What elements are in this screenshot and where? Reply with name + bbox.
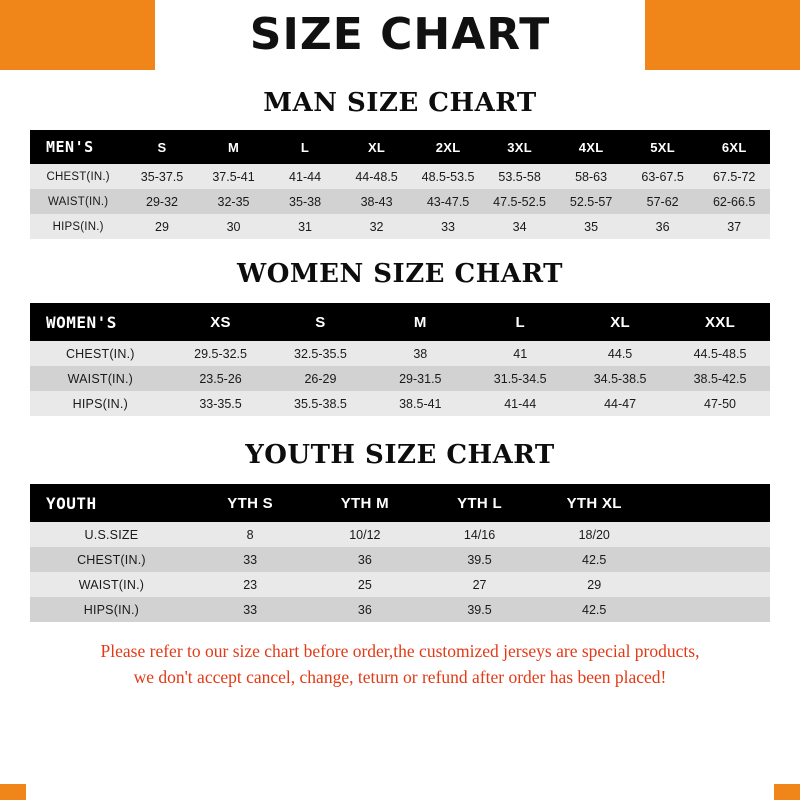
women-cell: 32.5-35.5 (294, 346, 347, 361)
youth-table-body (30, 484, 770, 622)
youth-row-label: WAIST(IN.) (78, 577, 145, 592)
table-row (30, 391, 770, 416)
man-cell: 44-48.5 (355, 169, 398, 184)
man-cell: 35-37.5 (140, 169, 184, 184)
youth-cell (652, 547, 770, 572)
man-section-title: MAN SIZE CHART (263, 88, 537, 118)
man-cell: 32-35 (217, 194, 250, 209)
man-cell: 37 (727, 219, 742, 234)
women-cell: 41-44 (504, 396, 537, 411)
women-cell: 29-31.5 (399, 371, 442, 386)
women-column-header: L (515, 313, 525, 331)
table-row (30, 547, 770, 572)
man-cell: 33 (441, 219, 456, 234)
youth-cell: 29 (587, 577, 602, 592)
youth-section-title: YOUTH SIZE CHART (245, 440, 555, 470)
man-cell: 29-32 (146, 194, 178, 209)
women-column-header: XXL (704, 313, 736, 331)
man-cell: 34 (512, 219, 527, 234)
man-cell: 58-63 (575, 169, 608, 184)
women-cell: 44-47 (604, 396, 637, 411)
women-cell: 41 (513, 346, 528, 361)
women-section-title: WOMEN SIZE CHART (237, 259, 563, 289)
women-cell: 44.5 (607, 346, 633, 361)
man-cell: 47.5-52.5 (493, 194, 546, 209)
youth-row-label: U.S.SIZE (84, 527, 139, 542)
man-cell: 43-47.5 (426, 194, 470, 209)
man-chart-wrap (30, 130, 770, 239)
man-cell: 48.5-53.5 (421, 169, 475, 184)
youth-size-table (30, 484, 770, 622)
women-table-body (30, 303, 770, 416)
man-corner-label: MEN'S (46, 138, 94, 156)
women-row-label: HIPS(IN.) (72, 396, 128, 411)
women-cell: 44.5-48.5 (693, 346, 747, 361)
youth-cell (652, 597, 770, 622)
women-cell: 38.5-42.5 (693, 371, 747, 386)
man-column-header: L (300, 139, 310, 155)
man-cell: 37.5-41 (212, 169, 255, 184)
women-cell: 47-50 (704, 396, 737, 411)
footer-note (24, 638, 776, 691)
youth-column-header: YTH XL (566, 494, 622, 512)
women-cell: 38.5-41 (399, 396, 442, 411)
youth-chart-wrap (30, 484, 770, 622)
youth-cell: 33 (243, 552, 258, 567)
youth-cell: 39.5 (467, 602, 492, 617)
man-table-body (30, 130, 770, 239)
youth-cell (652, 572, 770, 597)
youth-cell: 39.5 (467, 552, 492, 567)
youth-row-label: HIPS(IN.) (83, 602, 140, 617)
man-cell: 67.5-72 (712, 169, 756, 184)
youth-column-header (652, 484, 770, 522)
man-cell: 41-44 (289, 169, 322, 184)
women-chart-wrap (30, 303, 770, 416)
women-cell: 23.5-26 (199, 371, 242, 386)
women-corner-label: WOMEN'S (46, 312, 117, 332)
man-cell: 53.5-58 (498, 169, 541, 184)
table-row (30, 214, 770, 239)
bottom-accent-left (0, 784, 26, 800)
youth-row-label: CHEST(IN.) (77, 552, 146, 567)
youth-cell: 42.5 (582, 602, 607, 617)
man-column-header: XL (367, 139, 386, 155)
man-column-header: 2XL (435, 139, 461, 155)
youth-cell: 8 (246, 527, 254, 542)
youth-column-header: YTH M (340, 494, 389, 512)
man-size-table (30, 130, 770, 239)
table-row (30, 164, 770, 189)
table-row (30, 189, 770, 214)
man-cell: 31 (298, 219, 312, 234)
youth-cell: 14/16 (463, 527, 496, 542)
youth-column-header: YTH L (457, 494, 502, 512)
women-size-table (30, 303, 770, 416)
man-cell: 35-38 (289, 194, 322, 209)
women-cell: 26-29 (304, 371, 337, 386)
youth-cell: 27 (472, 577, 487, 592)
women-row-label: CHEST(IN.) (65, 346, 135, 361)
youth-column-header: YTH S (227, 494, 273, 512)
youth-cell: 25 (357, 577, 372, 592)
table-row (30, 341, 770, 366)
man-column-header: 4XL (578, 139, 604, 155)
youth-corner-label: YOUTH (46, 493, 97, 513)
man-cell: 52.5-57 (569, 194, 613, 209)
man-cell: 29 (155, 219, 169, 234)
women-cell: 31.5-34.5 (493, 371, 547, 386)
youth-cell: 10/12 (349, 527, 381, 542)
women-cell: 34.5-38.5 (593, 371, 647, 386)
youth-cell (652, 522, 770, 547)
women-cell: 38 (413, 346, 428, 361)
youth-cell: 23 (243, 577, 258, 592)
table-row (30, 597, 770, 622)
man-column-header: 5XL (650, 139, 675, 155)
bottom-accent-right (774, 784, 800, 800)
man-column-header: M (227, 139, 240, 155)
youth-header-row (30, 484, 770, 522)
table-row (30, 572, 770, 597)
man-row-label: WAIST(IN.) (47, 195, 109, 208)
women-cell: 29.5-32.5 (194, 346, 247, 361)
man-row-label: HIPS(IN.) (52, 220, 104, 233)
women-column-header: S (315, 313, 326, 331)
man-cell: 62-66.5 (712, 194, 756, 209)
women-column-header: XL (610, 313, 630, 331)
man-cell: 30 (226, 219, 241, 234)
women-column-header: M (413, 313, 427, 331)
women-column-header: XS (210, 313, 231, 331)
footer-line-1: Please refer to our size chart before order,the customized jerseys are special products, (100, 641, 700, 661)
youth-cell: 18/20 (578, 527, 610, 542)
page-title: SIZE CHART (249, 9, 551, 60)
man-cell: 32 (369, 219, 384, 234)
youth-cell: 42.5 (582, 552, 607, 567)
man-row-label: CHEST(IN.) (46, 170, 110, 183)
footer-line-2: we don't accept cancel, change, teturn or refund after order has been placed! (133, 667, 667, 688)
table-row (30, 522, 770, 547)
man-cell: 57-62 (646, 194, 679, 209)
youth-cell: 33 (243, 602, 258, 617)
women-header-row (30, 303, 770, 341)
man-cell: 35 (584, 219, 599, 234)
man-column-header: 6XL (721, 139, 747, 155)
youth-cell: 36 (357, 552, 372, 567)
women-cell: 33-35.5 (199, 396, 242, 411)
youth-cell: 36 (357, 602, 372, 617)
table-row (30, 366, 770, 391)
man-column-header: 3XL (507, 139, 532, 155)
man-cell: 36 (655, 219, 670, 234)
man-header-row (30, 130, 770, 164)
man-cell: 63-67.5 (641, 169, 684, 184)
man-cell: 38-43 (360, 194, 393, 209)
women-cell: 35.5-38.5 (294, 396, 347, 411)
header-banner (0, 0, 800, 70)
man-column-header: S (157, 139, 167, 155)
women-row-label: WAIST(IN.) (67, 371, 133, 386)
